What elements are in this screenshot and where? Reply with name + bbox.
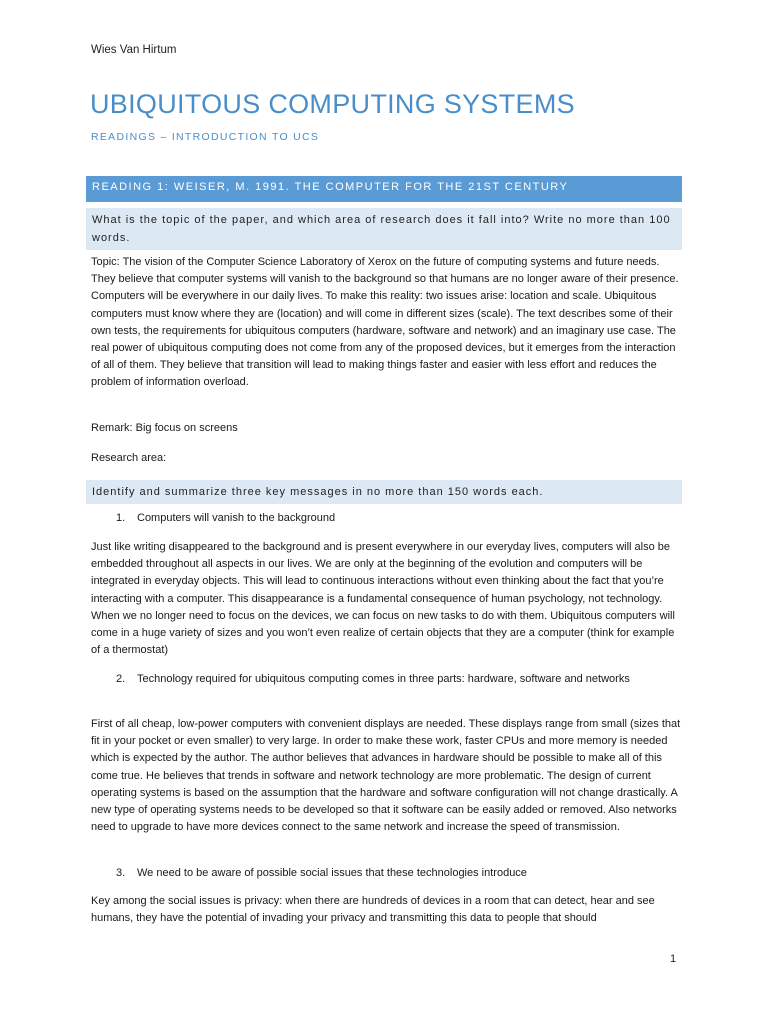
question-messages: Identify and summarize three key messages in no more than 150 words each.	[92, 486, 544, 498]
reading-heading: READING 1: WEISER, M. 1991. THE COMPUTER FOR THE 21ST CENTURY	[92, 181, 569, 193]
list-item-number: 3.	[116, 867, 126, 879]
list-item-title: Technology required for ubiquitous computing comes in three parts: hardware, software and networks	[137, 673, 630, 685]
document-subtitle: READINGS – INTRODUCTION TO UCS	[91, 131, 320, 143]
document-title: UBIQUITOUS COMPUTING SYSTEMS	[90, 89, 575, 119]
page-number: 1	[670, 953, 677, 965]
list-item-number: 2.	[116, 673, 126, 685]
list-item-number: 1.	[116, 512, 126, 524]
question-topic: What is the topic of the paper, and which area of research does it fall into? Write no more than 100 words.	[92, 214, 671, 244]
message-paragraph: First of all cheap, low-power computers with convenient displays are needed. These displays range from small (sizes that fit in your pocket or even smaller) to very large. In order to make these work, faster CPUs and more memory is needed which is expected by the author. The author believes that advances in hardware should be possible to make all of this come true. He believes that trends in software and network technology are more problematic. The design of current operating systems is based on the assumption that the hardware and software configuration will not change drastically. A new type of operating systems needs to be developed so that it software can be easily added or removed. Also networks need to upgrade to have more devices connect to the same network and increase the speed of transmission.	[91, 718, 681, 834]
question-bar-topic	[86, 208, 682, 250]
question-bar-messages	[86, 480, 682, 504]
research-area-paragraph: Research area:	[91, 452, 167, 464]
message-paragraph: Just like writing disappeared to the background and is present everywhere in our everyday lives, computers will also be embedded throughout all aspects in our lives. We are only at the beginning of the evolution and computers will be integrated in everyday objects. This will lead to continuous interactions without even thinking about the fact that you’re interacting with a computer. This disappearance is a fundamental consequence of human psychology, not technology. When we no longer need to focus on the devices, we can focus on new tasks to do with them. Ubiquitous computers will come in a huge variety of sizes and you won’t even realize of certain objects that they are a computer (think for example of a thermostat)	[91, 541, 675, 657]
list-item-title: Computers will vanish to the background	[137, 512, 336, 524]
author-header: Wies Van Hirtum	[91, 44, 177, 56]
list-item-title: We need to be aware of possible social issues that these technologies introduce	[137, 867, 527, 879]
reading-heading-bar	[86, 176, 682, 202]
remark-paragraph: Remark: Big focus on screens	[91, 422, 238, 434]
topic-paragraph: Topic: The vision of the Computer Science Laboratory of Xerox on the future of computing systems and future needs. They believe that computer systems will vanish to the background so that humans are no longer aware of their presence. Computers will be everywhere in our daily lives. To make this reality: two issues arise: location and scale. Ubiquitous computers must know where they are (location) and will come in different sizes (scale). The text describes some of their own tests, the requirements for ubiquitous computers (hardware, software and network) and an imaginary use case. The real power of ubiquitous computing does not come from any of the proposed devices, but it emerges from the interaction of all of them. They believe that transition will lead to making things faster and easier with less effort and reduces the problem of information overload.	[91, 256, 679, 389]
message-paragraph: Key among the social issues is privacy: when there are hundreds of devices in a room that can detect, hear and see humans, they have the potential of invading your privacy and transmitting this data to people that should	[91, 895, 655, 925]
